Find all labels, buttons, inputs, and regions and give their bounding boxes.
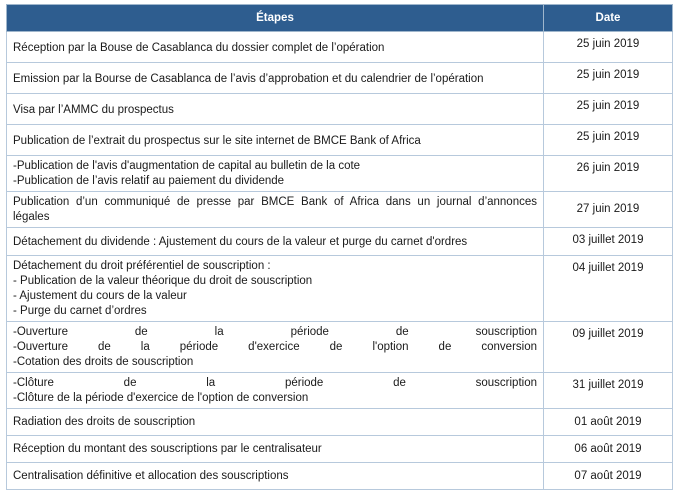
date-cell: 25 juin 2019 xyxy=(544,32,673,63)
table-row xyxy=(7,256,673,322)
step-cell xyxy=(7,94,544,125)
table-row xyxy=(7,322,673,373)
date-cell: 26 juin 2019 xyxy=(544,156,673,192)
header-etapes: Étapes xyxy=(7,5,544,32)
step-text: Centralisation définitive et allocation des souscriptions xyxy=(13,470,289,482)
step-cell xyxy=(7,228,544,256)
step-cell xyxy=(7,125,544,156)
step-text: -Ouverture de la période de souscription xyxy=(13,326,537,338)
header-row xyxy=(7,5,673,32)
date-cell: 04 juillet 2019 xyxy=(544,256,673,322)
table-row xyxy=(7,192,673,228)
date-cell: 27 juin 2019 xyxy=(544,192,673,228)
step-text: Détachement du dividende : Ajustement du cours de la valeur et purge du carnet d'ordres xyxy=(13,236,468,248)
step-text: -Publication de l’avis relatif au paiement du dividende xyxy=(13,175,285,187)
step-text: -Clôture de la période de souscription xyxy=(13,377,537,389)
date-cell: 25 juin 2019 xyxy=(544,94,673,125)
step-text: Radiation des droits de souscription xyxy=(13,416,196,428)
step-text: -Publication de l'avis d'augmentation de capital au bulletin de la cote xyxy=(13,160,361,172)
table-row xyxy=(7,463,673,490)
date-cell: 06 août 2019 xyxy=(544,436,673,463)
step-text: Publication de l’extrait du prospectus sur le site internet de BMCE Bank of Africa xyxy=(13,135,421,147)
date-cell: 03 juillet 2019 xyxy=(544,228,673,256)
table-row xyxy=(7,436,673,463)
step-text: - Publication de la valeur théorique du droit de souscription xyxy=(13,275,313,287)
table-row xyxy=(7,228,673,256)
step-text: Détachement du droit préférentiel de souscription : xyxy=(13,260,271,272)
table-row xyxy=(7,63,673,94)
date-cell: 01 août 2019 xyxy=(544,409,673,436)
step-cell xyxy=(7,322,544,373)
step-text: Emission par la Bourse de Casablanca de l’avis d’approbation et du calendrier de l’opération xyxy=(13,73,484,85)
step-text: Visa par l’AMMC du prospectus xyxy=(13,104,174,116)
step-cell xyxy=(7,436,544,463)
date-cell: 31 juillet 2019 xyxy=(544,373,673,409)
step-text: -Cotation des droits de souscription xyxy=(13,356,194,368)
step-text: -Clôture de la période d'exercice de l'option de conversion xyxy=(13,392,309,404)
step-text: Réception par la Bouse de Casablanca du dossier complet de l’opération xyxy=(13,42,385,54)
step-text: -Ouverture de la période d'exercice de l'option de conversion xyxy=(13,341,537,353)
table-row xyxy=(7,409,673,436)
step-cell xyxy=(7,156,544,192)
date-cell: 09 juillet 2019 xyxy=(544,322,673,373)
step-cell xyxy=(7,373,544,409)
table-row xyxy=(7,156,673,192)
step-text: Publication d’un communiqué de presse par BMCE Bank of Africa dans un journal d’annonces xyxy=(13,196,537,208)
step-cell xyxy=(7,192,544,228)
step-cell xyxy=(7,463,544,490)
table-row xyxy=(7,94,673,125)
table-row xyxy=(7,373,673,409)
step-cell xyxy=(7,63,544,94)
step-text: - Purge du carnet d’ordres xyxy=(13,305,147,317)
date-cell: 07 août 2019 xyxy=(544,463,673,490)
step-cell xyxy=(7,32,544,63)
date-cell: 25 juin 2019 xyxy=(544,63,673,94)
header-date: Date xyxy=(544,5,673,32)
date-cell: 25 juin 2019 xyxy=(544,125,673,156)
step-cell xyxy=(7,409,544,436)
table-row xyxy=(7,32,673,63)
step-cell xyxy=(7,256,544,322)
step-text: - Ajustement du cours de la valeur xyxy=(13,290,187,302)
step-text: Réception du montant des souscriptions par le centralisateur xyxy=(13,443,322,455)
step-text: légales xyxy=(13,211,50,223)
table-row xyxy=(7,125,673,156)
schedule-table xyxy=(6,4,673,490)
